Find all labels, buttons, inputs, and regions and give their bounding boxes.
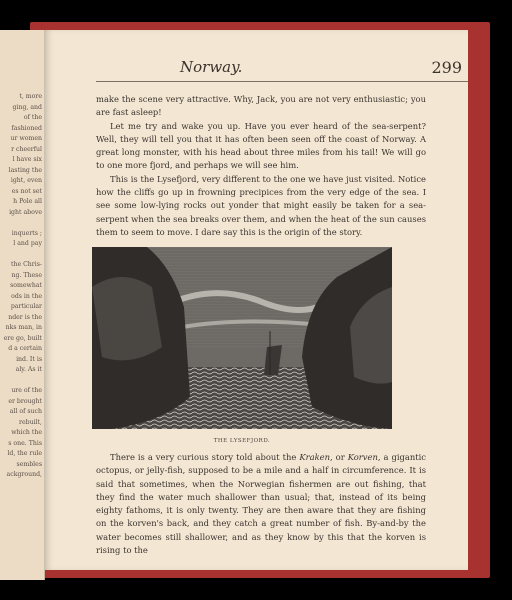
left-page-line: r cheerful: [11, 145, 42, 153]
left-page-line: ight above: [9, 208, 42, 216]
korven-term: Korven: [347, 452, 378, 462]
left-page-line: lasting the: [8, 166, 42, 174]
left-page-line: rebuilt,: [19, 418, 42, 426]
left-page: [0, 30, 45, 580]
left-page-line: [0, 250, 42, 261]
left-page-line: nks man, in: [5, 324, 42, 331]
figure-caption: THE LYSEFJORD.: [213, 438, 271, 444]
left-page-line: d a certain: [8, 345, 42, 352]
left-page-line: ld, the rule: [7, 450, 42, 457]
header-rule: [96, 81, 468, 82]
left-page-line: ging, and: [12, 103, 42, 111]
left-page-line: [0, 376, 42, 387]
paragraph-3: This is the Lysefjord, very different to the one we have just visited. Notice how the cliffs go up in frowning precipices from the very edge of the sea. I see some low-lying rocks out yonder that might easily be taken for a sea-serpent when the sea breaks over them, and when the heat of the sun causes them to seem to move. I dare say this is the origin of the story.: [96, 173, 426, 237]
left-page-line: inquerts ;: [11, 229, 42, 237]
kraken-term: Kraken: [299, 452, 331, 462]
left-page-line: nder is the: [8, 313, 42, 321]
paragraph-1: make the scene very attractive. Why, Jack, you are not very enthusiastic; you are fast asleep!: [96, 94, 426, 118]
left-page-line: sembles: [16, 460, 42, 468]
left-page-line: ind. It is: [16, 355, 42, 363]
left-page-line: aly. As it: [15, 366, 42, 373]
running-head: Norway.: [180, 58, 243, 76]
left-page-line: l and pay: [13, 240, 42, 247]
left-page-line: somewhat: [10, 282, 42, 289]
left-page-line: which the: [11, 429, 42, 436]
body-text-bottom: [96, 451, 426, 557]
left-page-line: the Chris-: [10, 261, 42, 268]
left-page-line: [0, 218, 42, 229]
left-page-line: es not set: [11, 187, 42, 195]
left-page-line: t, more: [19, 93, 42, 100]
left-page-line: fashioned: [11, 124, 42, 132]
left-page-line: ng. These: [11, 271, 42, 279]
left-page-text: [0, 92, 42, 481]
left-page-line: l have six: [12, 156, 42, 163]
kraken-or: , or: [330, 452, 348, 462]
kraken-intro: There is a very curious story told about the: [110, 452, 300, 462]
paragraph-4: [96, 451, 426, 557]
kraken-description: , a gigantic octopus, or jelly-fish, supposed to be a mile and a half in circumference. It is said that sometimes, when the Norwegian fishermen are out fishing, that they find the water much shallower than usual; that, instead of its being eighty fathoms, it is only twenty. They are then aware that they are fishing on the korven's back, and they catch a great number of fish. By-and-by the water becomes still shallower, and as they know by this that the korven is rising to the: [96, 452, 426, 556]
left-page-line: ods in the: [11, 292, 42, 300]
left-page-line: h Pole all: [13, 198, 42, 205]
paragraph-2: Let me try and wake you up. Have you ever heard of the sea-serpent? Well, they will tell you that it has often been seen off the coast of Norway. A great long monster, with his head about three miles from his tail! We will go to one more fjord, and perhaps we will see him.: [96, 120, 426, 171]
body-text-top: [96, 93, 426, 239]
left-page-line: ight, even: [10, 177, 42, 184]
left-page-line: ure of the: [11, 387, 42, 394]
left-page-line: all of such: [9, 408, 42, 415]
left-page-line: of the: [23, 114, 42, 121]
left-page-line: er brought: [8, 397, 42, 405]
lysefjord-engraving: [92, 247, 392, 429]
left-page-line: s one. This: [8, 439, 42, 447]
page-number: 299: [431, 58, 462, 77]
left-page-line: ere go, built: [3, 334, 42, 342]
left-page-line: ackground,: [6, 471, 42, 478]
left-page-line: ur women: [10, 135, 42, 142]
left-page-line: particular: [10, 303, 42, 310]
